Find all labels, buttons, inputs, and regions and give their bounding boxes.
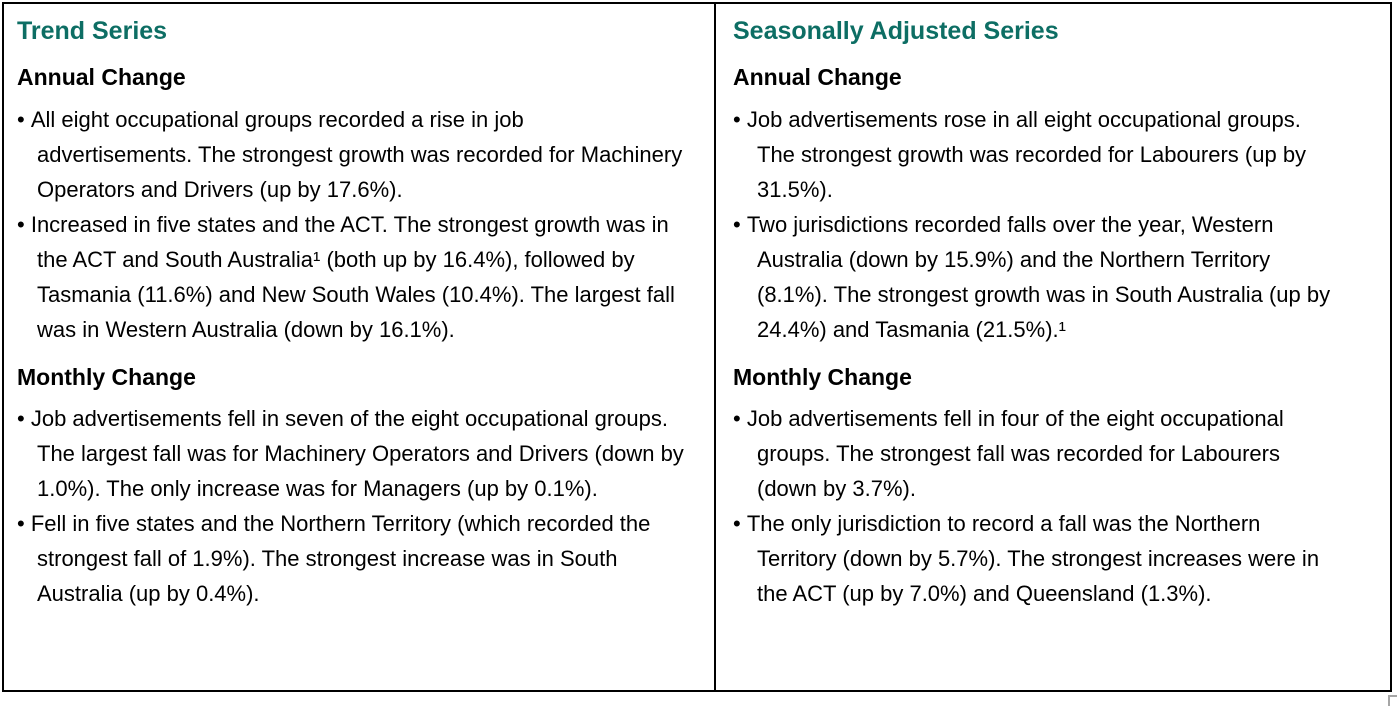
bullet-item: • Job advertisements fell in four of the eight occupational groups. The strongest fall was recorded for Labourers (down by 3.7%). <box>733 401 1332 506</box>
column-seasonally-adjusted-series <box>716 4 1390 690</box>
seasonal-monthly-change-heading: Monthly Change <box>733 363 912 390</box>
trend-monthly-change-list <box>17 401 684 611</box>
seasonal-annual-change-heading: Annual Change <box>733 64 902 91</box>
trend-series-title: Trend Series <box>17 17 168 45</box>
trend-monthly-change-heading: Monthly Change <box>17 363 196 390</box>
bullet-item: • Job advertisements rose in all eight occupational groups. The strongest growth was recorded for Labourers (up by 31.5%). <box>733 102 1332 207</box>
column-trend-series <box>4 4 716 690</box>
trend-annual-change-list <box>17 102 684 347</box>
table-resize-corner-mark <box>1388 695 1397 706</box>
seasonal-monthly-change-list <box>733 401 1332 611</box>
trend-annual-change-heading: Annual Change <box>17 64 186 91</box>
bullet-item: • All eight occupational groups recorded a rise in job advertisements. The strongest growth was recorded for Machinery Operators and Drivers (up by 17.6%). <box>17 102 684 207</box>
seasonally-adjusted-series-title: Seasonally Adjusted Series <box>733 17 1059 45</box>
series-summary-table <box>2 2 1392 692</box>
bullet-item: • The only jurisdiction to record a fall was the Northern Territory (down by 5.7%). The strongest increases were in the ACT (up by 7.0%) and Queensland (1.3%). <box>733 506 1332 611</box>
seasonal-annual-change-list <box>733 102 1332 347</box>
bullet-item: • Two jurisdictions recorded falls over the year, Western Australia (down by 15.9%) and the Northern Territory (8.1%). The strongest growth was in South Australia (up by 24.4%) and Tasmania (21.5%).¹ <box>733 207 1332 347</box>
bullet-item: • Fell in five states and the Northern Territory (which recorded the strongest fall of 1.9%). The strongest increase was in South Australia (up by 0.4%). <box>17 506 684 611</box>
bullet-item: • Increased in five states and the ACT. The strongest growth was in the ACT and South Australia¹ (both up by 16.4%), followed by Tasmania (11.6%) and New South Wales (10.4%). The largest fall was in Western Australia (down by 16.1%). <box>17 207 684 347</box>
bullet-item: • Job advertisements fell in seven of the eight occupational groups. The largest fall was for Machinery Operators and Drivers (down by 1.0%). The only increase was for Managers (up by 0.1%). <box>17 401 684 506</box>
